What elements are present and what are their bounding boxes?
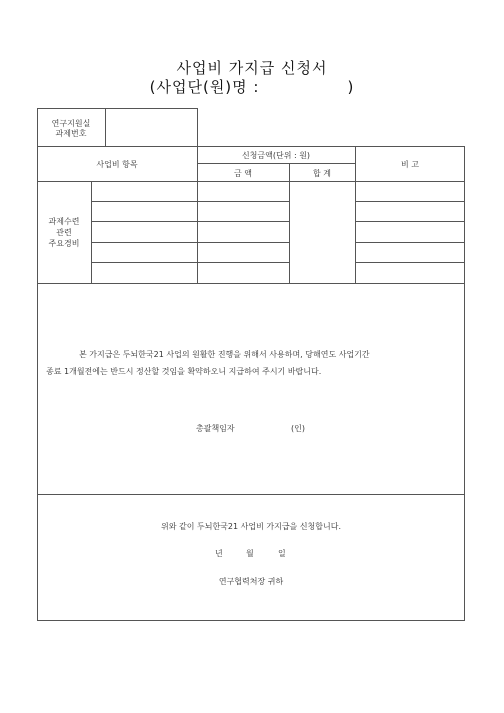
amount-cell[interactable] — [198, 243, 288, 262]
signer-name-field[interactable] — [243, 419, 287, 433]
note-cell[interactable] — [356, 222, 464, 241]
col-item-header: 사업비 항목 — [96, 160, 138, 169]
organization-name-suffix: ) — [347, 78, 355, 96]
note-cell[interactable] — [356, 243, 464, 262]
date-year: 년 — [215, 549, 223, 558]
amount-cell[interactable] — [198, 202, 288, 221]
item-cell[interactable] — [92, 222, 196, 241]
amount-cell[interactable] — [198, 182, 288, 201]
total-cell[interactable] — [290, 182, 354, 283]
amount-cell[interactable] — [198, 263, 288, 282]
project-label-line1: 연구지원실 — [51, 119, 91, 128]
row-label-line1: 과제수련 — [48, 217, 80, 226]
form-title: 사업비 가지급 신청서 — [176, 59, 328, 77]
seal-mark: (인) — [291, 424, 305, 433]
row-label-line2: 관련 — [56, 228, 72, 237]
amount-cell[interactable] — [198, 222, 288, 241]
statement-line2: 종료 1개월전에는 반드시 정산할 것임을 확약하오니 지급하여 주시기 바랍니다. — [46, 367, 322, 376]
col-total-header: 합 계 — [313, 169, 331, 178]
item-cell[interactable] — [92, 182, 196, 201]
note-cell[interactable] — [356, 263, 464, 282]
col-amount-header: 금 액 — [234, 169, 252, 178]
note-cell[interactable] — [356, 182, 464, 201]
statement-line1: 본 가지급은 두뇌한국21 사업의 원활한 진행을 위해서 사용하며, 당해연도 사업기간 — [79, 350, 370, 359]
date-day: 일 — [278, 549, 286, 558]
item-cell[interactable] — [92, 243, 196, 262]
date-month: 월 — [246, 549, 254, 558]
item-cell[interactable] — [92, 202, 196, 221]
col-note-header: 비 고 — [401, 160, 419, 169]
project-label-line2: 과제번호 — [55, 129, 87, 138]
organization-name-line — [0, 76, 504, 97]
organization-name-prefix: (사업단(원)명 : — [149, 78, 260, 96]
addressee: 연구협력처장 귀하 — [218, 577, 284, 586]
row-label-line3: 주요경비 — [48, 239, 80, 248]
project-number-field[interactable] — [106, 109, 196, 146]
item-cell[interactable] — [92, 263, 196, 282]
request-text: 위와 같이 두뇌한국21 사업비 가지급을 신청합니다. — [161, 522, 341, 531]
col-amount-group-header: 신청금액(단위 : 원) — [241, 151, 311, 160]
note-cell[interactable] — [356, 202, 464, 221]
signer-label: 총괄책임자 — [196, 424, 235, 433]
